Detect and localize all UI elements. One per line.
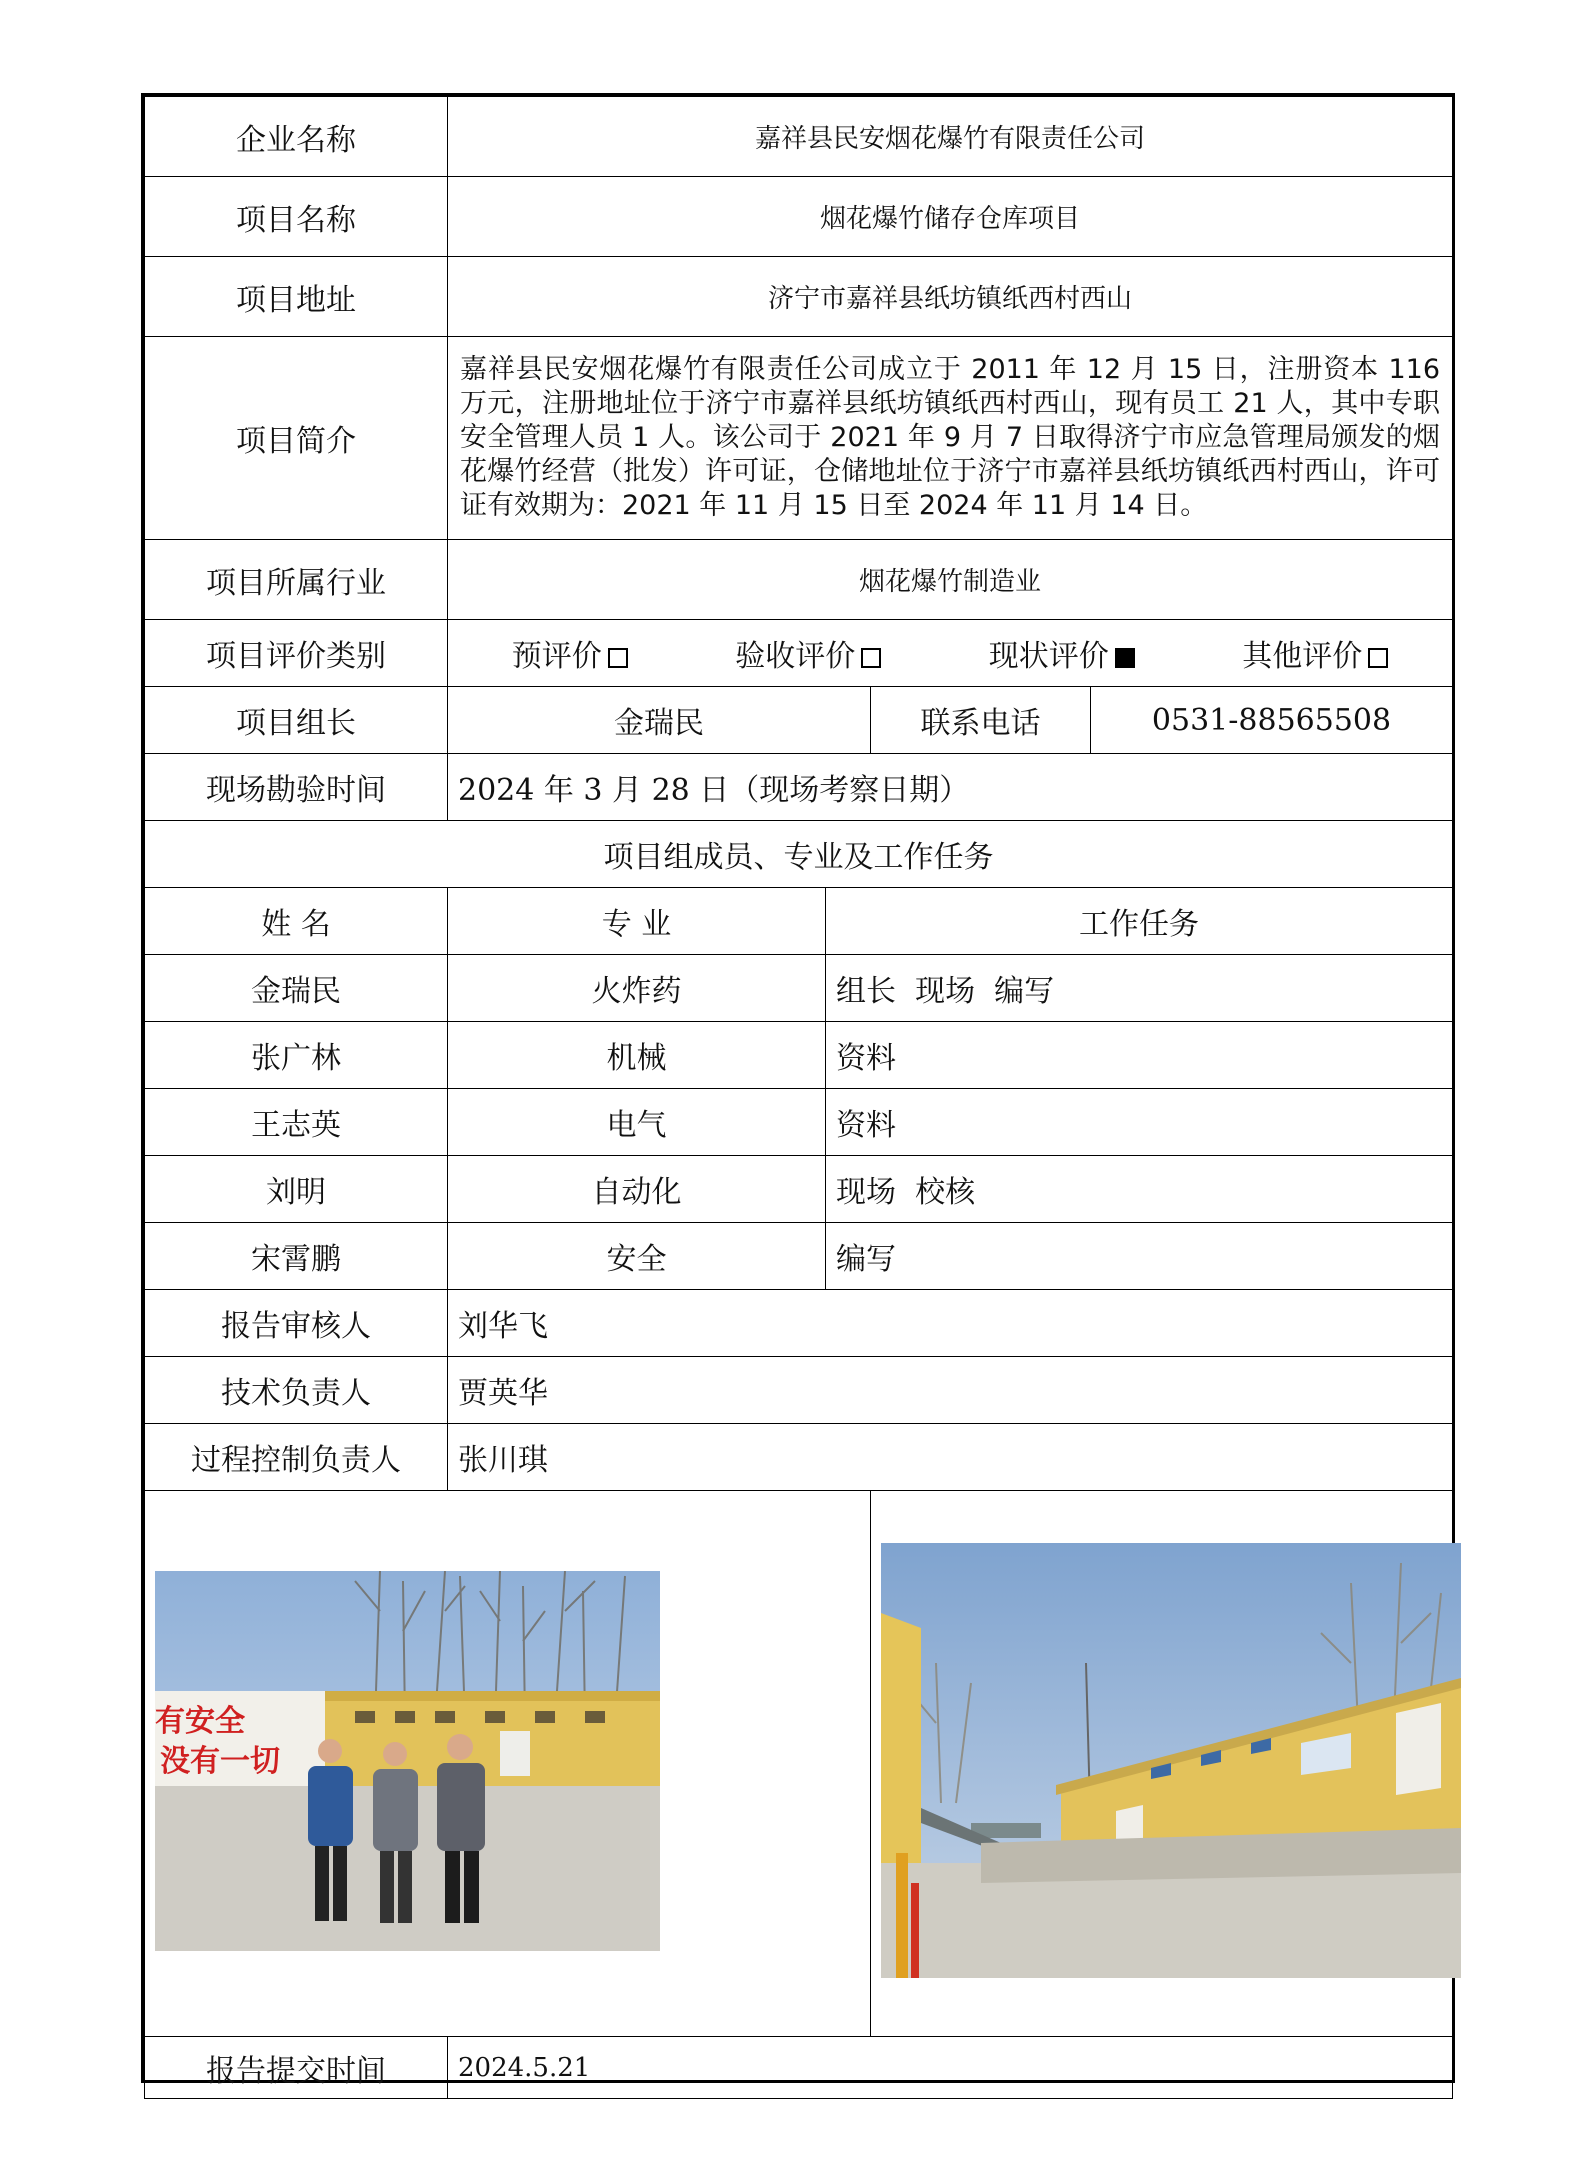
intro-label: 项目简介 bbox=[145, 337, 448, 540]
tech-lead-row bbox=[145, 1357, 1453, 1424]
leader-value: 金瑞民 bbox=[448, 687, 871, 754]
project-row bbox=[145, 177, 1453, 257]
checked-box-icon bbox=[1115, 648, 1135, 668]
members-header-row bbox=[145, 888, 1453, 955]
address-value: 济宁市嘉祥县纸坊镇纸西村西山 bbox=[448, 257, 1453, 337]
category-option-pre-label: 预评价 bbox=[511, 639, 602, 674]
submit-label: 报告提交时间 bbox=[145, 2037, 448, 2099]
member-name: 金瑞民 bbox=[145, 955, 448, 1022]
unchecked-box-icon bbox=[608, 648, 628, 668]
unchecked-box-icon bbox=[1368, 648, 1388, 668]
industry-value: 烟花爆竹制造业 bbox=[448, 540, 1453, 620]
reviewer-row bbox=[145, 1290, 1453, 1357]
category-option-other-label: 其他评价 bbox=[1242, 639, 1363, 674]
phone-label: 联系电话 bbox=[871, 687, 1091, 754]
members-header-major: 专 业 bbox=[448, 888, 826, 955]
process-lead-label: 过程控制负责人 bbox=[145, 1424, 448, 1491]
member-task: 资料 bbox=[826, 1022, 1453, 1089]
company-value: 嘉祥县民安烟花爆竹有限责任公司 bbox=[448, 97, 1453, 177]
table-row bbox=[145, 1022, 1453, 1089]
member-task: 组长 现场 编写 bbox=[826, 955, 1453, 1022]
project-value: 烟花爆竹储存仓库项目 bbox=[448, 177, 1453, 257]
table-row bbox=[145, 955, 1453, 1022]
members-title: 项目组成员、专业及工作任务 bbox=[145, 821, 1453, 888]
member-major: 机械 bbox=[448, 1022, 826, 1089]
leader-label: 项目组长 bbox=[145, 687, 448, 754]
category-option-current-label: 现状评价 bbox=[988, 639, 1109, 674]
member-task: 编写 bbox=[826, 1223, 1453, 1290]
survey-row bbox=[145, 754, 1453, 821]
unchecked-box-icon bbox=[861, 648, 881, 668]
category-option-acceptance-label: 验收评价 bbox=[735, 639, 856, 674]
warehouse-photo bbox=[881, 1543, 1461, 1978]
leader-row bbox=[145, 687, 1453, 754]
members-header-task: 工作任务 bbox=[826, 888, 1453, 955]
tech-lead-value: 贾英华 bbox=[448, 1357, 1453, 1424]
photo-cell-left bbox=[145, 1491, 871, 2037]
members-title-row bbox=[145, 821, 1453, 888]
address-label: 项目地址 bbox=[145, 257, 448, 337]
photos-row bbox=[145, 1491, 1453, 2037]
member-name: 刘明 bbox=[145, 1156, 448, 1223]
process-lead-row bbox=[145, 1424, 1453, 1491]
member-major: 电气 bbox=[448, 1089, 826, 1156]
photo-cell-right bbox=[871, 1491, 1453, 2037]
company-label: 企业名称 bbox=[145, 97, 448, 177]
category-option-current[interactable] bbox=[989, 631, 1135, 675]
tech-lead-label: 技术负责人 bbox=[145, 1357, 448, 1424]
member-name: 宋霄鹏 bbox=[145, 1223, 448, 1290]
process-lead-value: 张川琪 bbox=[448, 1424, 1453, 1491]
member-task: 资料 bbox=[826, 1089, 1453, 1156]
table-row bbox=[145, 1156, 1453, 1223]
reviewer-label: 报告审核人 bbox=[145, 1290, 448, 1357]
industry-row bbox=[145, 540, 1453, 620]
info-table bbox=[144, 96, 1453, 2099]
phone-value: 0531-88565508 bbox=[1091, 687, 1453, 754]
member-major: 安全 bbox=[448, 1223, 826, 1290]
survey-value: 2024 年 3 月 28 日（现场考察日期） bbox=[448, 754, 1453, 821]
wall-slogan-2: 没有一切 bbox=[160, 1744, 280, 1779]
member-name: 张广林 bbox=[145, 1022, 448, 1089]
report-sheet bbox=[141, 93, 1455, 2089]
table-row bbox=[145, 1223, 1453, 1290]
reviewer-value: 刘华飞 bbox=[448, 1290, 1453, 1357]
member-major: 火炸药 bbox=[448, 955, 826, 1022]
category-options bbox=[448, 620, 1453, 687]
member-name: 王志英 bbox=[145, 1089, 448, 1156]
address-row bbox=[145, 257, 1453, 337]
member-major: 自动化 bbox=[448, 1156, 826, 1223]
team-photo bbox=[155, 1571, 660, 1951]
category-row bbox=[145, 620, 1453, 687]
category-option-acceptance[interactable] bbox=[735, 631, 881, 675]
submit-row bbox=[145, 2037, 1453, 2099]
table-row bbox=[145, 1089, 1453, 1156]
member-task: 现场 校核 bbox=[826, 1156, 1453, 1223]
industry-label: 项目所属行业 bbox=[145, 540, 448, 620]
intro-row bbox=[145, 337, 1453, 540]
wall-slogan-1: 有安全 bbox=[155, 1704, 245, 1739]
category-label: 项目评价类别 bbox=[145, 620, 448, 687]
project-label: 项目名称 bbox=[145, 177, 448, 257]
members-header-name: 姓 名 bbox=[145, 888, 448, 955]
survey-label: 现场勘验时间 bbox=[145, 754, 448, 821]
submit-value: 2024.5.21 bbox=[448, 2037, 1453, 2099]
category-option-pre[interactable] bbox=[512, 631, 628, 675]
category-option-other[interactable] bbox=[1242, 631, 1388, 675]
intro-value: 嘉祥县民安烟花爆竹有限责任公司成立于 2011 年 12 月 15 日，注册资本 116 万元，注册地址位于济宁市嘉祥县纸坊镇纸西村西山，现有员工 21 人，其中专职安全管理人员 1 人。该公司于 2021 年 9 月 7 日取得济宁市应急管理局颁发的烟花爆竹经营（批发）许可证，仓储地址位于济宁市嘉祥县纸坊镇纸西村西山，许可证有效期为：2021 年 11 月 15 日至 2024 年 11 月 14 日。 bbox=[448, 337, 1453, 540]
company-row bbox=[145, 97, 1453, 177]
